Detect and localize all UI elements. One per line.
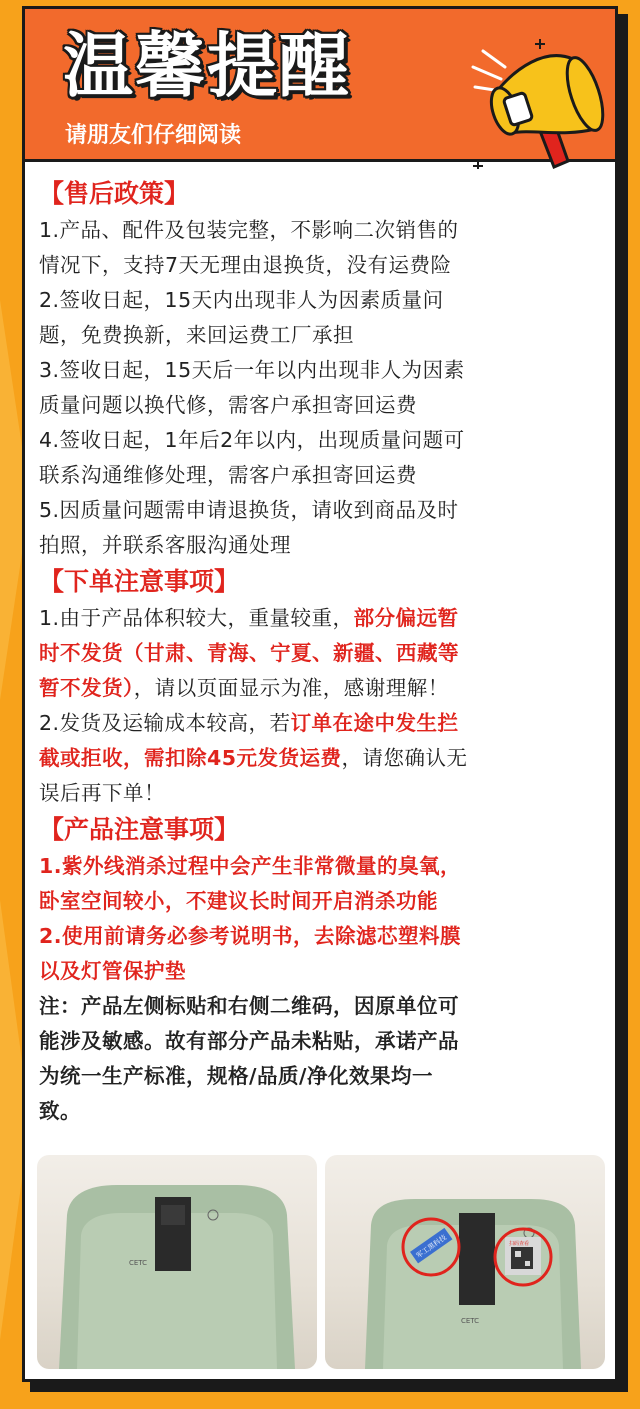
disclaimer-line: 为统一生产标准，规格/品质/净化效果均一 xyxy=(39,1064,433,1088)
page-title: 温馨提醒 xyxy=(63,25,351,107)
order-note-line: 误后再下单！ xyxy=(39,781,165,805)
disclaimer-line: 能涉及敏感。故有部分产品未粘贴，承诺产品 xyxy=(39,1029,459,1053)
after-sales-line: 3.签收日起，15天后一年以内出现非人为因素 xyxy=(39,358,465,382)
brand-label: CETC xyxy=(129,1259,148,1267)
product-note-line: 卧室空间较小，不建议长时间开启消杀功能 xyxy=(39,889,438,913)
order-note-text: ，请以页面显示为准，感谢理解！ xyxy=(133,676,449,700)
order-note-highlight: 部分偏远暂 xyxy=(353,606,459,630)
brand-label: CETC xyxy=(461,1317,480,1325)
product-photos xyxy=(37,1155,607,1373)
order-note-line xyxy=(39,706,604,741)
after-sales-line: 5.因质量问题需申请退换货，请收到商品及时 xyxy=(39,498,459,522)
megaphone-icon xyxy=(445,29,615,169)
order-notes-list xyxy=(39,601,604,811)
section-title-product-notes: 【产品注意事项】 xyxy=(39,815,240,844)
after-sales-line: 4.签收日起，1年后2年以内，出现质量问题可 xyxy=(39,428,465,452)
content-area xyxy=(39,175,604,1129)
after-sales-line: 1.产品、配件及包装完整，不影响二次销售的 xyxy=(39,218,459,242)
product-note-line: 1.紫外线消杀过程中会产生非常微量的臭氧， xyxy=(39,854,462,878)
order-note-line xyxy=(39,671,604,706)
order-note-highlight: 时不发货（甘肃、青海、宁夏、新疆、西藏等 xyxy=(39,641,459,665)
order-note-highlight: 订单在途中发生拦 xyxy=(290,711,459,735)
after-sales-line: 质量问题以换代修，需客户承担寄回运费 xyxy=(39,393,417,417)
header-banner xyxy=(25,9,615,162)
order-note-highlight: 暂不发货） xyxy=(39,676,134,700)
product-note-line: 以及灯管保护垫 xyxy=(39,959,186,983)
sticker-label: 军工黑科技 xyxy=(414,1233,449,1261)
order-note-text: 1.由于产品体积较大，重量较重， xyxy=(39,606,354,630)
order-note-highlight: 截或拒收，需扣除45元发货运费 xyxy=(39,746,342,770)
after-sales-line: 2.签收日起，15天内出现非人为因素质量问 xyxy=(39,288,444,312)
disclaimer-line: 注：产品左侧标贴和右侧二维码，因原单位可 xyxy=(39,994,459,1018)
product-photo-right xyxy=(325,1155,605,1369)
after-sales-line: 题，免费换新，来回运费工厂承担 xyxy=(39,323,354,347)
order-note-text: ，请您确认无 xyxy=(341,746,468,770)
order-note-line xyxy=(39,741,604,776)
notice-card xyxy=(22,6,618,1382)
product-note-line: 2.使用前请务必参考说明书，去除滤芯塑料膜 xyxy=(39,924,462,948)
product-notes-list xyxy=(39,849,604,1129)
section-title-after-sales: 【售后政策】 xyxy=(39,179,190,208)
section-title-order-notes: 【下单注意事项】 xyxy=(39,567,240,596)
after-sales-line: 拍照，并联系客服沟通处理 xyxy=(39,533,291,557)
after-sales-list xyxy=(39,213,604,563)
order-note-line xyxy=(39,601,604,636)
product-photo-left xyxy=(37,1155,317,1369)
after-sales-line: 情况下，支持7天无理由退换货，没有运费险 xyxy=(39,253,452,277)
qr-caption: 扫码查看 xyxy=(509,1241,530,1247)
order-note-text: 2.发货及运输成本较高，若 xyxy=(39,711,291,735)
page-subtitle: 请朋友们仔细阅读 xyxy=(65,123,242,148)
after-sales-line: 联系沟通维修处理，需客户承担寄回运费 xyxy=(39,463,417,487)
disclaimer-line: 致。 xyxy=(39,1099,81,1123)
